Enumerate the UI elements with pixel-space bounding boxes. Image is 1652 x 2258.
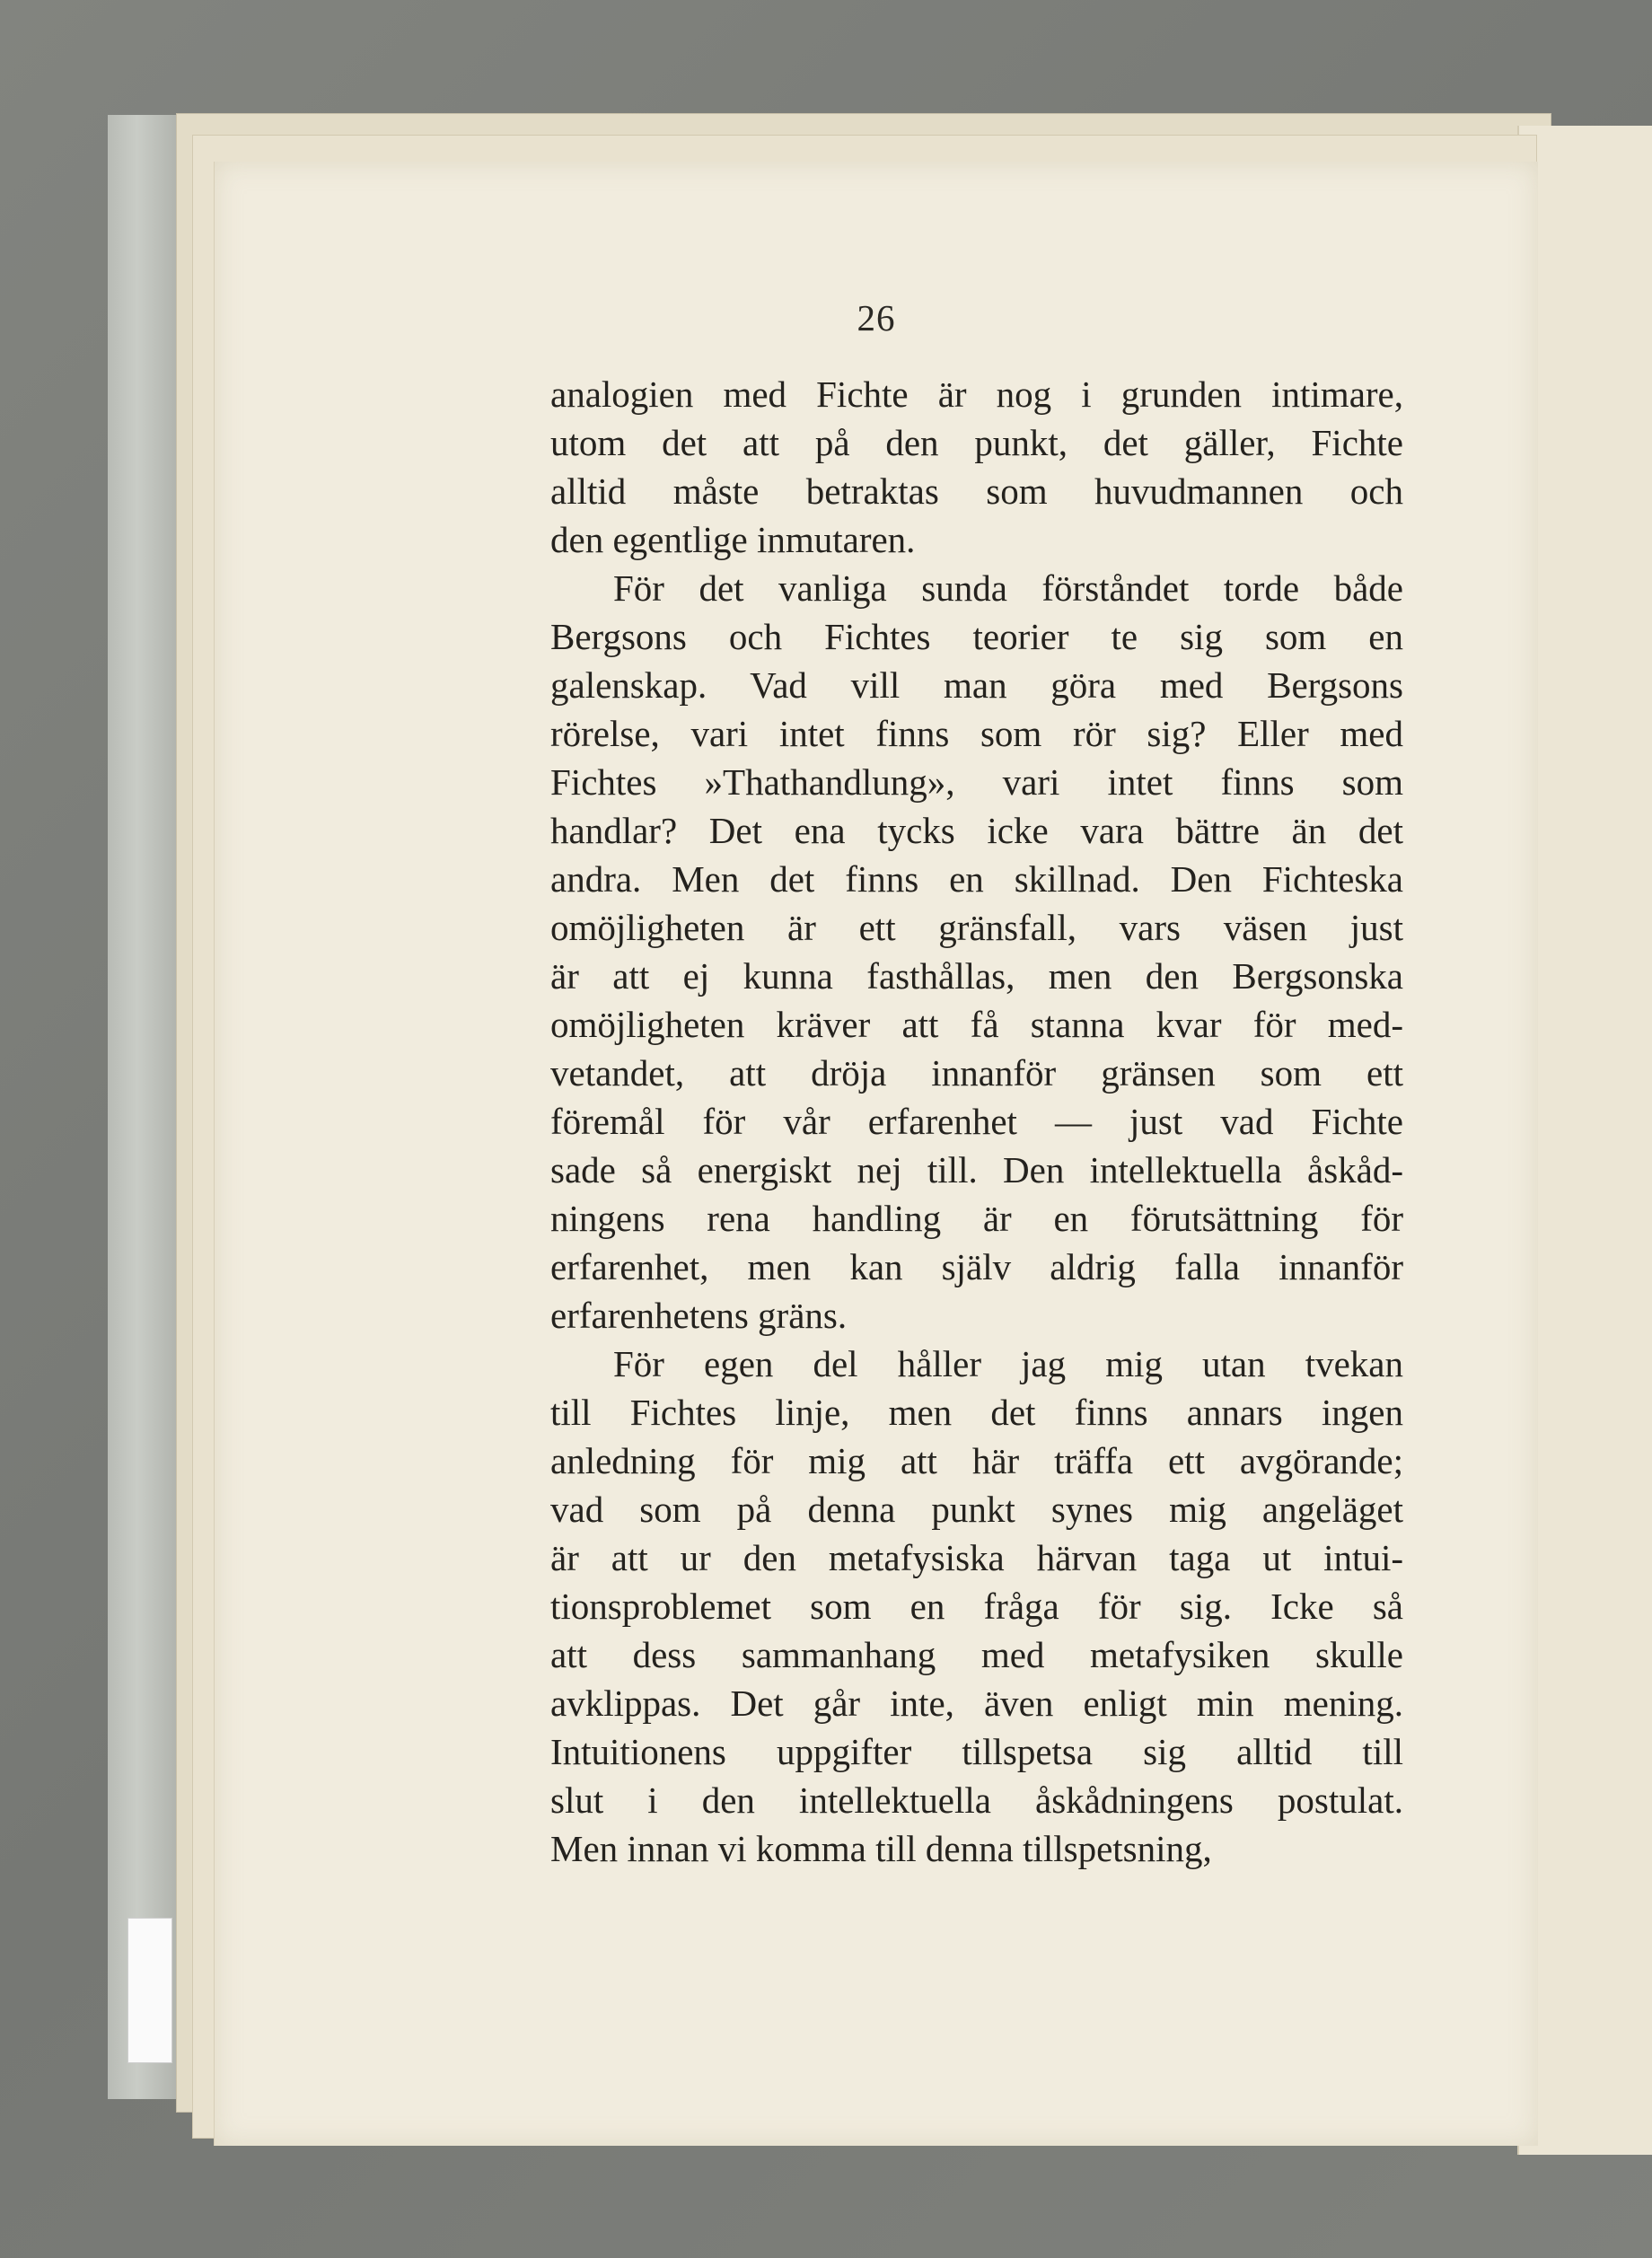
text-line: Fichtes »Thathandlung», vari intet finns som: [550, 761, 1403, 803]
text-line: anledning för mig att här träffa ett avgörande;: [550, 1440, 1403, 1481]
library-label: [127, 1918, 172, 2063]
text-line: till Fichtes linje, men det finns annars ingen: [550, 1392, 1403, 1433]
text-line: föremål för vår erfarenhet — just vad Fichte: [550, 1101, 1403, 1142]
text-line: alltid måste betraktas som huvudmannen och: [550, 470, 1403, 512]
text-line: Bergsons och Fichtes teorier te sig som en: [550, 616, 1403, 657]
text-line: rörelse, vari intet finns som rör sig? Eller med: [550, 713, 1403, 754]
text-line: omöjligheten kräver att få stanna kvar för med-: [550, 1004, 1403, 1045]
text-line: galenskap. Vad vill man göra med Bergsons: [550, 664, 1403, 706]
text-line: För egen del håller jag mig utan tvekan: [613, 1343, 1403, 1384]
text-line: är att ej kunna fasthållas, men den Bergsonska: [550, 955, 1403, 997]
text-line: andra. Men det finns en skillnad. Den Fichteska: [550, 858, 1403, 900]
text-line: att dess sammanhang med metafysiken skulle: [550, 1634, 1403, 1675]
body-text: [550, 370, 1403, 1873]
text-line: vad som på denna punkt synes mig angeläget: [550, 1489, 1403, 1530]
text-line: analogien med Fichte är nog i grunden intimare,: [550, 373, 1403, 415]
text-line: vetandet, att dröja innanför gränsen som ett: [550, 1052, 1403, 1094]
book-binding-spine: [108, 115, 183, 2099]
text-line: För det vanliga sunda förståndet torde både: [613, 567, 1403, 609]
page-number: 26: [857, 297, 896, 338]
text-line: erfarenhetens gräns.: [550, 1295, 848, 1336]
text-line: slut i den intellektuella åskådningens postulat.: [550, 1779, 1403, 1821]
book-page: [214, 162, 1538, 2146]
text-line: Intuitionens uppgifter tillspetsa sig alltid till: [550, 1731, 1403, 1772]
text-line: avklippas. Det går inte, även enligt min mening.: [550, 1683, 1403, 1724]
text-line: utom det att på den punkt, det gäller, Fichte: [550, 422, 1403, 463]
text-line: den egentlige inmutaren.: [550, 519, 916, 560]
text-line: ningens rena handling är en förutsättning för: [550, 1198, 1403, 1239]
text-line: Men innan vi komma till denna tillspetsning,: [550, 1828, 1212, 1869]
text-line: omöjligheten är ett gränsfall, vars väsen just: [550, 907, 1403, 948]
text-line: handlar? Det ena tycks icke vara bättre än det: [550, 810, 1403, 851]
text-line: erfarenhet, men kan själv aldrig falla innanför: [550, 1246, 1403, 1287]
text-line: sade så energiskt nej till. Den intellektuella åskåd-: [550, 1149, 1403, 1191]
text-line: är att ur den metafysiska härvan taga ut intui-: [550, 1537, 1403, 1578]
text-line: tionsproblemet som en fråga för sig. Icke så: [550, 1586, 1403, 1627]
